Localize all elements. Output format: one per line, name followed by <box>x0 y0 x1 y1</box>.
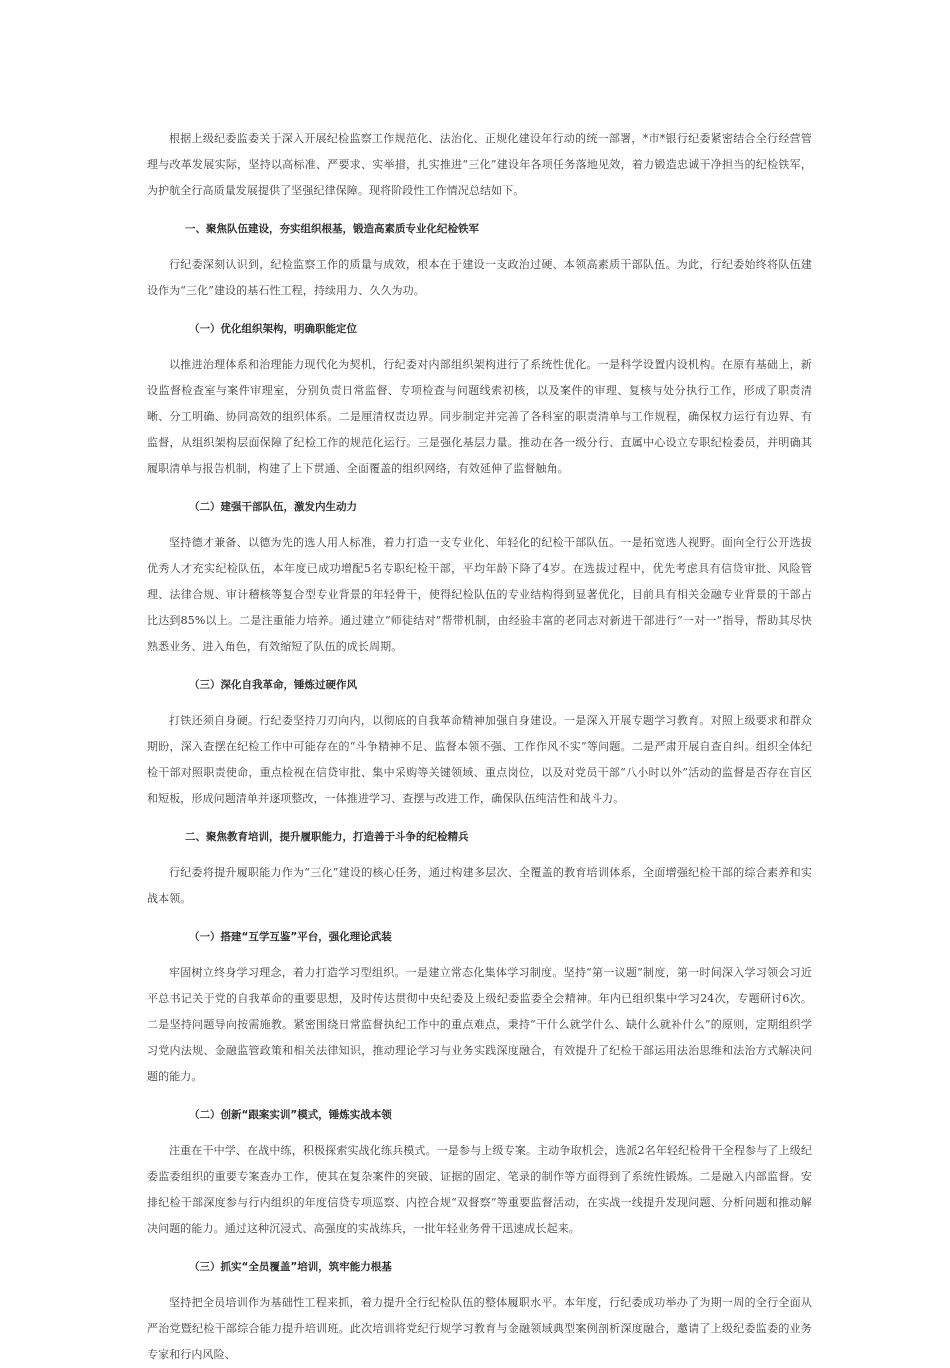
section2-heading: 二、聚焦教育培训，提升履职能力，打造善于斗争的纪检精兵 <box>185 831 469 843</box>
intro-paragraph: 根据上级纪委监委关于深入开展纪检监察工作规范化、法治化、正规化建设年行动的统一部署，*市*银行纪委紧密结合全行经营管理与改革发展实际，坚持以高标准、严要求、实举措，扎实推进“三化”建设年各项任务落地见效，着力锻造忠诚干净担当的纪检铁军，为护航全行高质量发展提供了坚强纪律保障。现将阶段性工作情况总结如下。 <box>147 132 812 197</box>
section1-sub1-body: 以推进治理体系和治理能力现代化为契机，行纪委对内部组织架构进行了系统性优化。一是科学设置内设机构。在原有基础上，新设监督检查室与案件审理室，分别负责日常监督、专项检查与问题线索初核，以及案件的审理、复核与处分执行工作，形成了职责清晰、分工明确、协同高效的组织体系。二是厘清权责边界。同步制定并完善了各科室的职责清单与工作规程，确保权力运行有边界、有监督，从组织架构层面保障了纪检工作的规范化运行。三是强化基层力量。推动在各一级分行、直属中心设立专职纪检委员，并明确其履职清单与报告机制，构建了上下贯通、全面覆盖的组织网络，有效延伸了监督触角。 <box>147 358 812 475</box>
section2-sub1-body: 牢固树立终身学习理念，着力打造学习型组织。一是建立常态化集体学习制度。坚持“第一议题”制度，第一时间深入学习领会习近平总书记关于党的自我革命的重要思想，及时传达贯彻中央纪委及上级纪委监委全会精神。年内已组织集中学习24次，专题研讨6次。二是坚持问题导向按需施教。紧密围绕日常监督执纪工作中的重点难点，秉持“干什么就学什么、缺什么就补什么”的原则，定期组织学习党内法规、金融监管政策和相关法律知识，推动理论学习与业务实践深度融合，有效提升了纪检干部运用法治思维和法治方式解决问题的能力。 <box>147 966 812 1083</box>
section1-sub2-heading: （二）建强干部队伍，激发内生动力 <box>189 501 357 513</box>
section1-intro: 行纪委深刻认识到，纪检监察工作的质量与成效，根本在于建设一支政治过硬、本领高素质干部队伍。为此，行纪委始终将队伍建设作为“三化”建设的基石性工程，持续用力、久久为功。 <box>147 258 812 297</box>
document-page <box>147 126 812 1368</box>
section1-sub2-body: 坚持德才兼备、以德为先的选人用人标准，着力打造一支专业化、年轻化的纪检干部队伍。一是拓宽选人视野。面向全行公开选拔优秀人才充实纪检队伍，本年度已成功增配5名专职纪检干部，平均年龄下降了4岁。在选拔过程中，优先考虑具有信贷审批、风险管理、法律合规、审计稽核等复合型专业背景的年轻骨干，使得纪检队伍的专业结构得到显著优化，目前具有相关金融专业背景的干部占比达到85%以上。二是注重能力培养。通过建立“师徒结对”帮带机制，由经验丰富的老同志对新进干部进行“一对一”指导，帮助其尽快熟悉业务、进入角色，有效缩短了队伍的成长周期。 <box>147 536 812 653</box>
section1-sub3-heading: （三）深化自我革命，锤炼过硬作风 <box>189 679 357 691</box>
section2-sub2-heading: （二）创新“跟案实训”模式，锤炼实战本领 <box>189 1109 392 1121</box>
section2-intro: 行纪委将提升履职能力作为“三化”建设的核心任务，通过构建多层次、全覆盖的教育培训体系，全面增强纪检干部的综合素养和实战本领。 <box>147 866 812 905</box>
section1-sub1-heading: （一）优化组织架构，明确职能定位 <box>189 323 357 335</box>
section1-heading: 一、聚焦队伍建设，夯实组织根基，锻造高素质专业化纪检铁军 <box>185 223 479 235</box>
section2-sub3-body: 坚持把全员培训作为基础性工程来抓，着力提升全行纪检队伍的整体履职水平。本年度，行纪委成功举办了为期一周的全行全面从严治党暨纪检干部综合能力提升培训班。此次培训将党纪行规学习教育与金融领域典型案例剖析深度融合，邀请了上级纪委监委的业务专家和行内风险、 <box>147 1296 812 1361</box>
section2-sub1-heading: （一）搭建“互学互鉴”平台，强化理论武装 <box>189 931 392 943</box>
section2-sub3-heading: （三）抓实“全员覆盖”培训，筑牢能力根基 <box>189 1261 392 1273</box>
section2-sub2-body: 注重在干中学、在战中练，积极探索实战化练兵模式。一是参与上级专案。主动争取机会，选派2名年轻纪检骨干全程参与了上级纪委监委组织的重要专案查办工作，使其在复杂案件的突破、证据的固定、笔录的制作等方面得到了系统性锻炼。二是融入内部监督。安排纪检干部深度参与行内组织的年度信贷专项巡察、内控合规“双督察”等重要监督活动，在实战一线提升发现问题、分析问题和推动解决问题的能力。通过这种沉浸式、高强度的实战练兵，一批年轻业务骨干迅速成长起来。 <box>147 1144 812 1235</box>
section1-sub3-body: 打铁还须自身硬。行纪委坚持刀刃向内，以彻底的自我革命精神加强自身建设。一是深入开展专题学习教育。对照上级要求和群众期盼，深入查摆在纪检工作中可能存在的“斗争精神不足、监督本领不强、工作作风不实”等问题。二是严肃开展自查自纠。组织全体纪检干部对照职责使命，重点检视在信贷审批、集中采购等关键领域、重点岗位，以及对党员干部“八小时以外”活动的监督是否存在盲区和短板，形成问题清单并逐项整改，一体推进学习、查摆与改进工作，确保队伍纯洁性和战斗力。 <box>147 714 812 805</box>
